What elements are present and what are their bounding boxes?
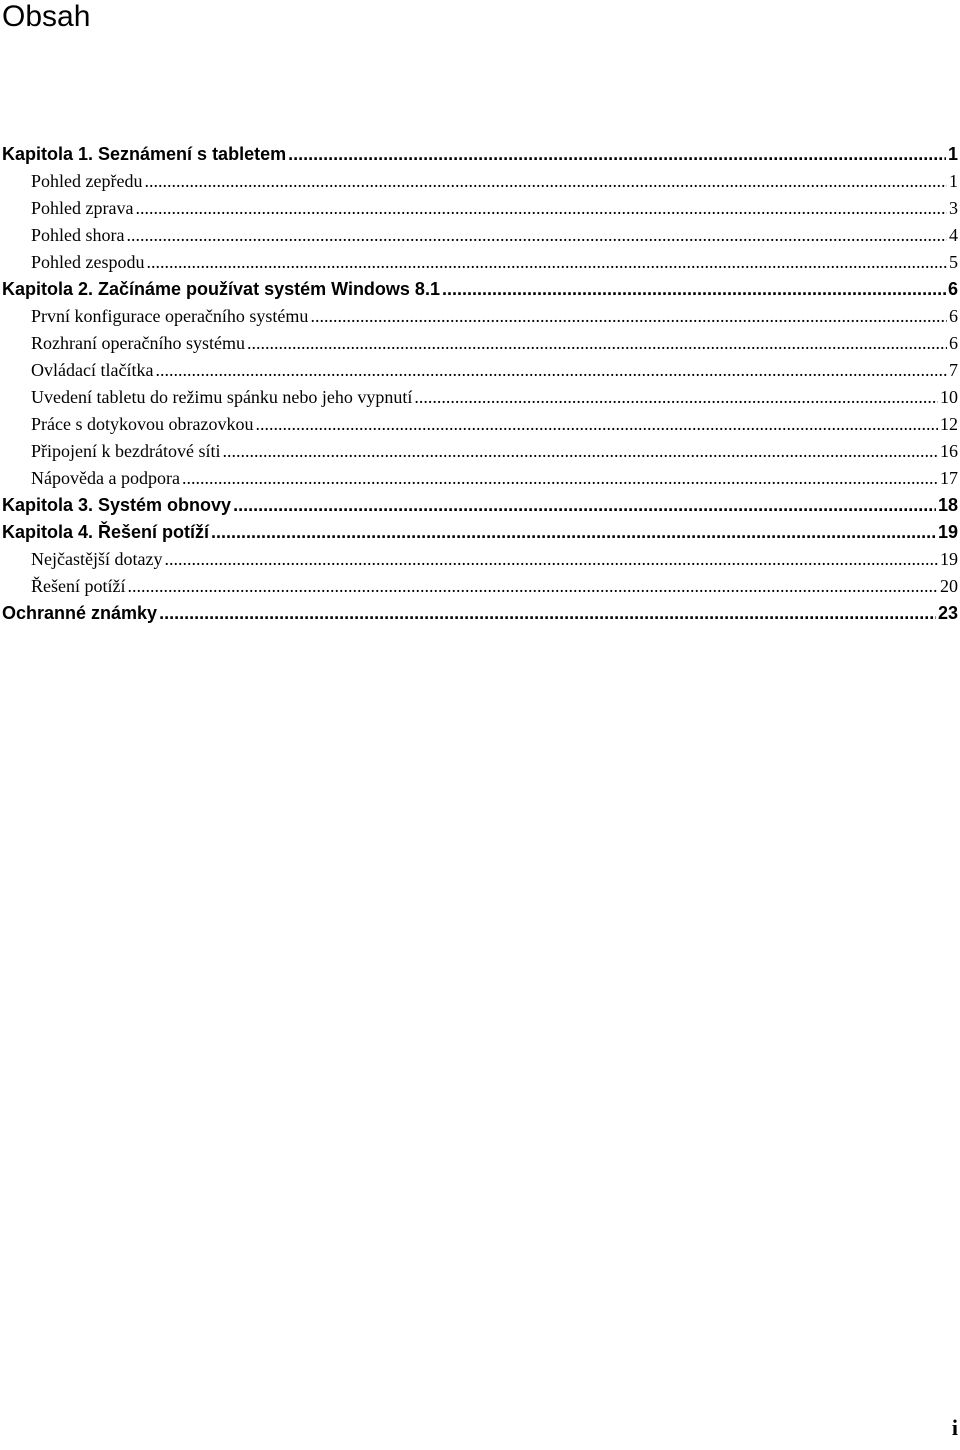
dot-leader [182, 465, 938, 492]
dot-leader [155, 357, 947, 384]
toc-entry[interactable] [0, 573, 960, 600]
toc-entry[interactable] [0, 492, 960, 519]
toc-entry-page: 20 [940, 576, 958, 596]
toc-entry-label: Kapitola 4. Řešení potíží [2, 522, 210, 542]
toc-entry[interactable] [0, 600, 960, 627]
toc-entry-page: 1 [947, 144, 958, 164]
dot-leader [146, 249, 947, 276]
toc-entry[interactable] [0, 519, 960, 546]
toc-entry[interactable] [0, 357, 960, 384]
toc-entry[interactable] [0, 168, 960, 195]
toc-entry-label: Ochranné známky [2, 603, 158, 623]
toc-entry-label: Nápověda a podpora [31, 468, 180, 488]
toc-entry-label: Pohled zepředu [31, 171, 143, 191]
toc-entry-label: Kapitola 1. Seznámení s tabletem [2, 144, 287, 164]
dot-leader [159, 600, 936, 627]
toc-entry-page: 17 [940, 468, 958, 488]
toc-entry-page: 6 [949, 306, 958, 326]
dot-leader [144, 168, 947, 195]
toc-entry-page: 4 [949, 225, 958, 245]
toc-entry[interactable] [0, 330, 960, 357]
toc-entry-page: 19 [937, 522, 958, 542]
dot-leader [247, 330, 947, 357]
toc-entry[interactable] [0, 249, 960, 276]
toc-entry[interactable] [0, 141, 960, 168]
dot-leader [255, 411, 938, 438]
toc-entry-page: 10 [940, 387, 958, 407]
toc-entry-label: Uvedení tabletu do režimu spánku nebo jeho vypnutí [31, 387, 413, 407]
toc-entry-page: 3 [949, 198, 958, 218]
toc-entry[interactable] [0, 303, 960, 330]
toc-entry[interactable] [0, 546, 960, 573]
toc-entry-page: 16 [940, 441, 958, 461]
toc-entry-page: 1 [949, 171, 958, 191]
toc-entry-label: Rozhraní operačního systému [31, 333, 245, 353]
table-of-contents [0, 141, 960, 627]
toc-entry-page: 6 [949, 333, 958, 353]
dot-leader [288, 141, 946, 168]
toc-entry-label: První konfigurace operačního systému [31, 306, 309, 326]
toc-entry-label: Připojení k bezdrátové síti [31, 441, 221, 461]
dot-leader [135, 195, 947, 222]
toc-entry[interactable] [0, 276, 960, 303]
toc-entry-page: 12 [940, 414, 958, 434]
dot-leader [414, 384, 938, 411]
toc-entry-page: 19 [940, 549, 958, 569]
toc-entry[interactable] [0, 195, 960, 222]
toc-entry-label: Kapitola 2. Začínáme používat systém Windows 8.1 [2, 279, 440, 299]
toc-entry-label: Nejčastější dotazy [31, 549, 163, 569]
toc-entry-label: Pohled shora [31, 225, 125, 245]
dot-leader [164, 546, 938, 573]
toc-entry[interactable] [0, 222, 960, 249]
page-number: i [951, 1415, 958, 1440]
toc-entry-label: Ovládací tlačítka [31, 360, 154, 380]
dot-leader [442, 276, 946, 303]
toc-entry[interactable] [0, 465, 960, 492]
toc-entry-page: 7 [949, 360, 958, 380]
page-title: Obsah [2, 0, 91, 33]
toc-entry-label: Řešení potíží [31, 576, 126, 596]
dot-leader [310, 303, 947, 330]
toc-entry-page: 5 [949, 252, 958, 272]
toc-entry[interactable] [0, 411, 960, 438]
toc-entry-label: Pohled zprava [31, 198, 134, 218]
dot-leader [222, 438, 938, 465]
toc-entry[interactable] [0, 384, 960, 411]
toc-entry-page: 18 [937, 495, 958, 515]
dot-leader [211, 519, 936, 546]
toc-entry[interactable] [0, 438, 960, 465]
toc-entry-label: Práce s dotykovou obrazovkou [31, 414, 254, 434]
toc-entry-page: 23 [937, 603, 958, 623]
toc-entry-label: Kapitola 3. Systém obnovy [2, 495, 232, 515]
toc-entry-page: 6 [947, 279, 958, 299]
toc-entry-label: Pohled zespodu [31, 252, 145, 272]
dot-leader [127, 573, 938, 600]
dot-leader [233, 492, 936, 519]
dot-leader [127, 222, 948, 249]
